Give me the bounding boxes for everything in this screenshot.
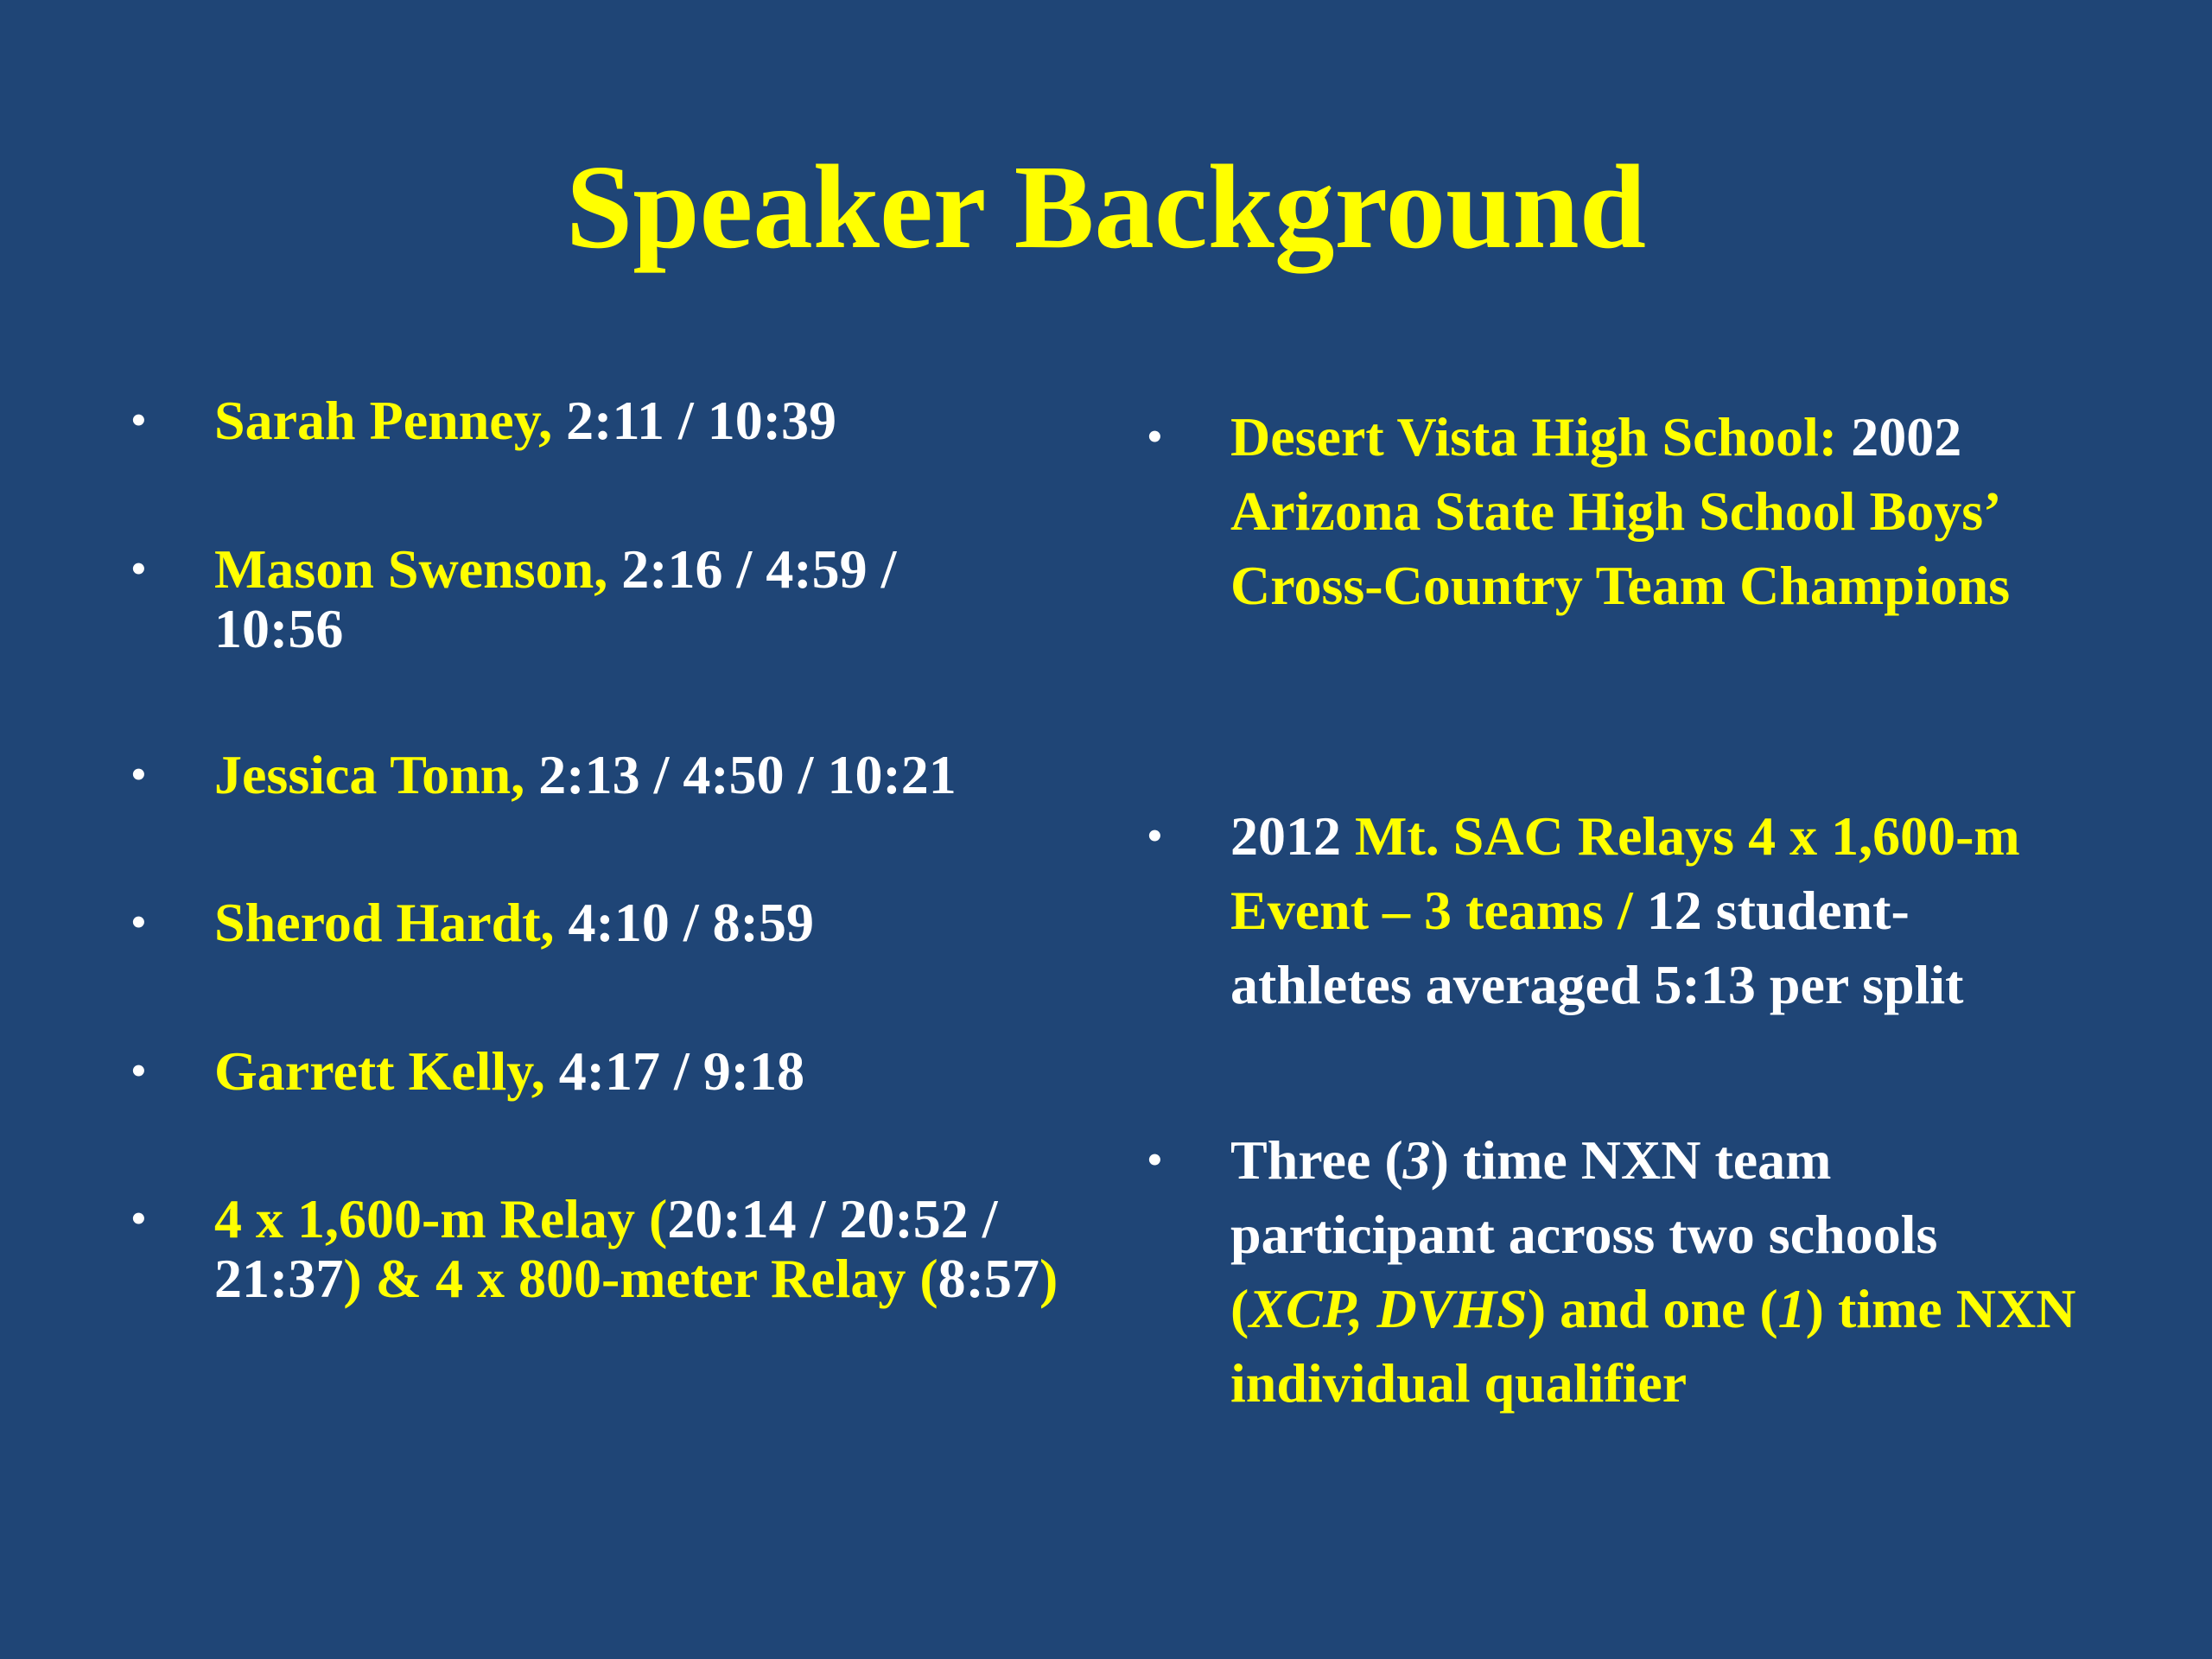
bullet-item [131, 1040, 1078, 1102]
school-label: Desert Vista High School: [1230, 406, 1852, 467]
bullet-dot: • [131, 397, 146, 443]
bullet-item [131, 1188, 1078, 1309]
bullet-item [131, 892, 1078, 953]
bullet-dot: • [131, 546, 146, 592]
bullet-dot: • [1147, 1137, 1162, 1183]
bullet-dot: • [131, 752, 146, 798]
event-text: Mt. SAC Relays 4 x 1,600-m Event – 3 teams / [1230, 805, 2020, 941]
nxn-text: ) time NXN team participant across two schools [1230, 1129, 1938, 1265]
school-names: XCP, DVHS [1249, 1278, 1528, 1339]
nxn-text: ) and one ( [1527, 1278, 1778, 1339]
bullet-dot: • [131, 1196, 146, 1242]
event-detail: 12 student-athletes averaged 5:13 per split [1230, 880, 1964, 1015]
year-value: 2002 [1851, 406, 1962, 467]
athlete-times: 2:13 / 4:50 / 10:21 [538, 744, 957, 805]
relay-label: 4 x 1,600-m Relay ( [214, 1188, 668, 1249]
athlete-name: Mason Swenson, [214, 538, 622, 600]
athlete-name: Sherod Hardt, [214, 892, 569, 953]
relay-label: ) [1039, 1248, 1058, 1309]
athlete-name: Sarah Penney, [214, 390, 567, 451]
bullet-dot: • [1147, 813, 1162, 859]
nxn-count: 1 [1777, 1278, 1806, 1339]
relay-label: ) & 4 x 800-meter Relay ( [343, 1248, 938, 1309]
athlete-name: Garrett Kelly, [214, 1040, 559, 1102]
athlete-times: 2:16 / 4:59 / 10:56 [214, 538, 897, 659]
athlete-times: 4:10 / 8:59 [568, 892, 814, 953]
athlete-name: Jessica Tonn, [214, 744, 539, 805]
relay-times: 20:14 / 20:52 / 21:37 [214, 1188, 998, 1309]
bullet-item [131, 390, 1078, 451]
athlete-times: 4:17 / 9:18 [558, 1040, 805, 1102]
slide-title: Speaker Background [565, 141, 1647, 274]
bullet-dot: • [1147, 414, 1162, 460]
bullet-item [1147, 799, 2077, 1022]
bullet-item [1147, 1123, 2077, 1421]
bullet-item [131, 744, 1078, 805]
athlete-times: 2:11 / 10:39 [566, 390, 837, 451]
year-value: 2012 [1230, 805, 1355, 867]
relay-times: 8:57 [938, 1248, 1039, 1309]
bullet-item [1147, 400, 2060, 623]
bullet-item [131, 538, 1009, 659]
bullet-dot: • [131, 899, 146, 945]
nxn-text: Three ( [1230, 1129, 1403, 1191]
bullet-dot: • [131, 1048, 146, 1094]
achievement-text: Arizona State High School Boys’ Cross-Country Team Champions [1230, 480, 2011, 616]
nxn-count: 3 [1402, 1129, 1431, 1191]
nxn-text: ) time NXN individual qualifier [1230, 1278, 2076, 1414]
nxn-text: ( [1230, 1278, 1249, 1339]
